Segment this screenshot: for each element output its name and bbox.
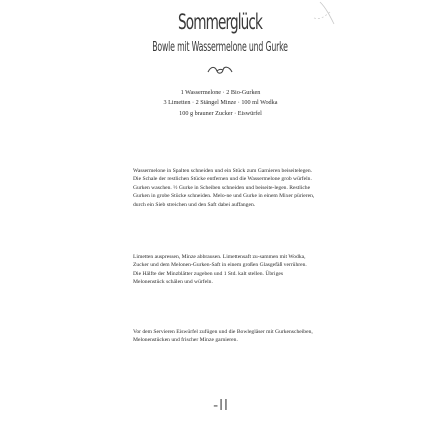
instruction-paragraph: Limetten auspressen, Minze abbrausen. Limettensaft zu-sammen mit Wodka, Zucker und dem Melonen-Gurken-Saft in einem großen Glasgefäß verrühren. Die Hälfte der Minzblätter zugeben und 1 Std. kalt stellen. Übriges Melonenstück schälen und würfeln. — [133, 254, 307, 286]
recipe-title: Sommerglück — [177, 10, 263, 34]
vine-flourish-icon — [205, 63, 235, 77]
ingredient-line: 3 Limetten · 2 Stängel Minze · 100 ml Wodka — [163, 99, 278, 107]
decorative-sketch-icon — [300, 0, 340, 40]
page-number: -ll — [213, 398, 229, 414]
ingredient-line: 1 Wassermelone · 2 Bio-Gurken — [180, 89, 261, 96]
ingredient-list — [130, 88, 311, 119]
instruction-paragraph: Wassermelone in Spalten schneiden und ein Stück zum Garnieren beiseitelegen. Die Schale der restlichen Stücke entfernen und die Wassermelone grob würfeln. Gurken waschen. ½ Gurke in Scheiben schneiden und beiseite-legen. Restliche Gurken in grobe Stücke schneiden. Melo-ne und Gurke in einem Mixer pürieren, durch ein Sieb streichen und den Saft dabei auffangen. — [133, 168, 315, 208]
recipe-subtitle: Bowle mit Wassermelone und Gurke — [152, 40, 288, 55]
instruction-paragraph: Vor dem Servieren Eiswürfel zufügen und die Bowlegläser mit Gurkenscheiben, Melonenstücken und frischer Minze garnieren. — [133, 329, 313, 344]
ingredient-line: 100 g brauner Zucker · Eiswürfel — [179, 109, 262, 117]
